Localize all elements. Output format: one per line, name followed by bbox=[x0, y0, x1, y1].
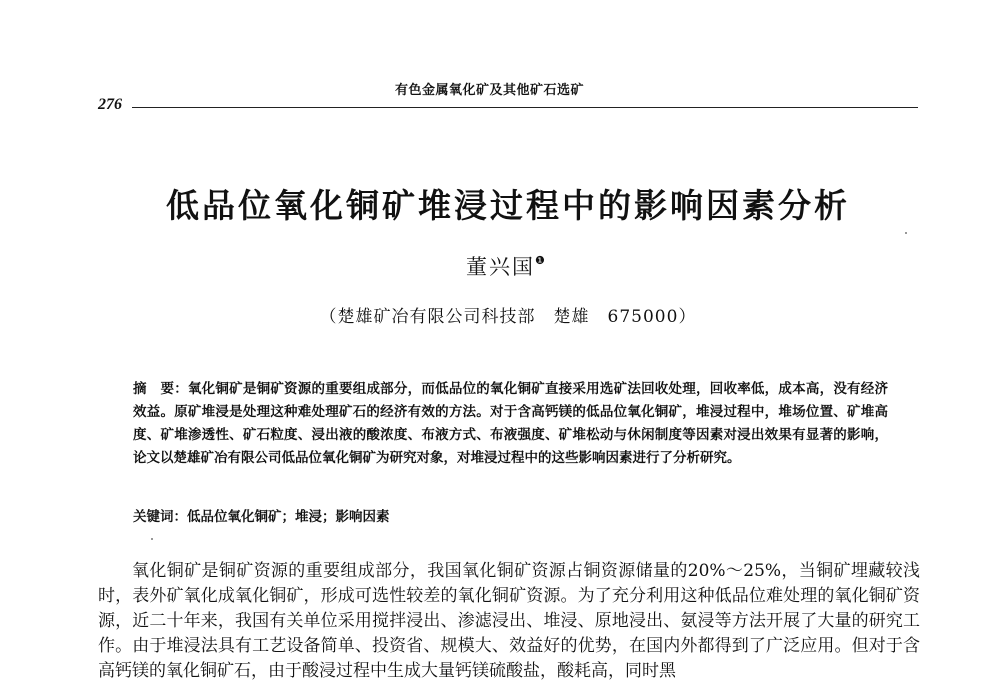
keywords bbox=[133, 505, 888, 525]
header-rule bbox=[132, 107, 918, 108]
paper-title: 低品位氧化铜矿堆浸过程中的影响因素分析 bbox=[166, 186, 850, 225]
abstract bbox=[133, 378, 888, 470]
scan-speck bbox=[905, 232, 907, 234]
author-name: 董兴国 bbox=[466, 255, 535, 279]
keywords-text: 低品位氧化铜矿；堆浸；影响因素 bbox=[187, 509, 390, 525]
affiliation: （楚雄矿冶有限公司科技部 楚雄 675000） bbox=[319, 307, 697, 327]
page-number: 276 bbox=[98, 96, 122, 113]
author bbox=[466, 251, 547, 281]
running-header: 有色金属氧化矿及其他矿石选矿 bbox=[395, 83, 585, 98]
abstract-text: 氧化铜矿是铜矿资源的重要组成部分，而低品位的氧化铜矿直接采用选矿法回收处理，回收率低，成本高，没有经济效益。原矿堆浸是处理这种难处理矿石的经济有效的方法。对于含高钙镁的低品位氧化铜矿，堆浸过程中，堆场位置、矿堆高度、矿堆渗透性、矿石粒度、浸出液的酸浓度、布液方式、布液强度、矿堆松动与休闲制度等因素对浸出效果有显著的影响，论文以楚雄矿冶有限公司低品位氧化铜矿为研究对象，对堆浸过程中的这些影响因素进行了分析研究。 bbox=[133, 381, 889, 466]
keywords-label: 关键词： bbox=[133, 509, 187, 525]
scan-speck bbox=[151, 538, 153, 540]
author-footnote-mark: ❶ bbox=[535, 254, 547, 267]
abstract-label: 摘 要： bbox=[133, 381, 188, 397]
body-paragraph: 氧化铜矿是铜矿资源的重要组成部分，我国氧化铜矿资源占铜资源储量的20%～25%，当铜矿埋藏较浅时，表外矿氧化成氧化铜矿，形成可选性较差的氧化铜矿资源。为了充分利用这种低品位难处理的氧化铜矿资源，近二十年来，我国有关单位采用搅拌浸出、渗滤浸出、堆浸、原地浸出、氨浸等方法开展了大量的研究工作。由于堆浸法具有工艺设备简单、投资省、规模大、效益好的优势，在国内外都得到了广泛应用。但对于含高钙镁的氧化铜矿石，由于酸浸过程中生成大量钙镁硫酸盐，酸耗高，同时黑 bbox=[98, 561, 920, 681]
